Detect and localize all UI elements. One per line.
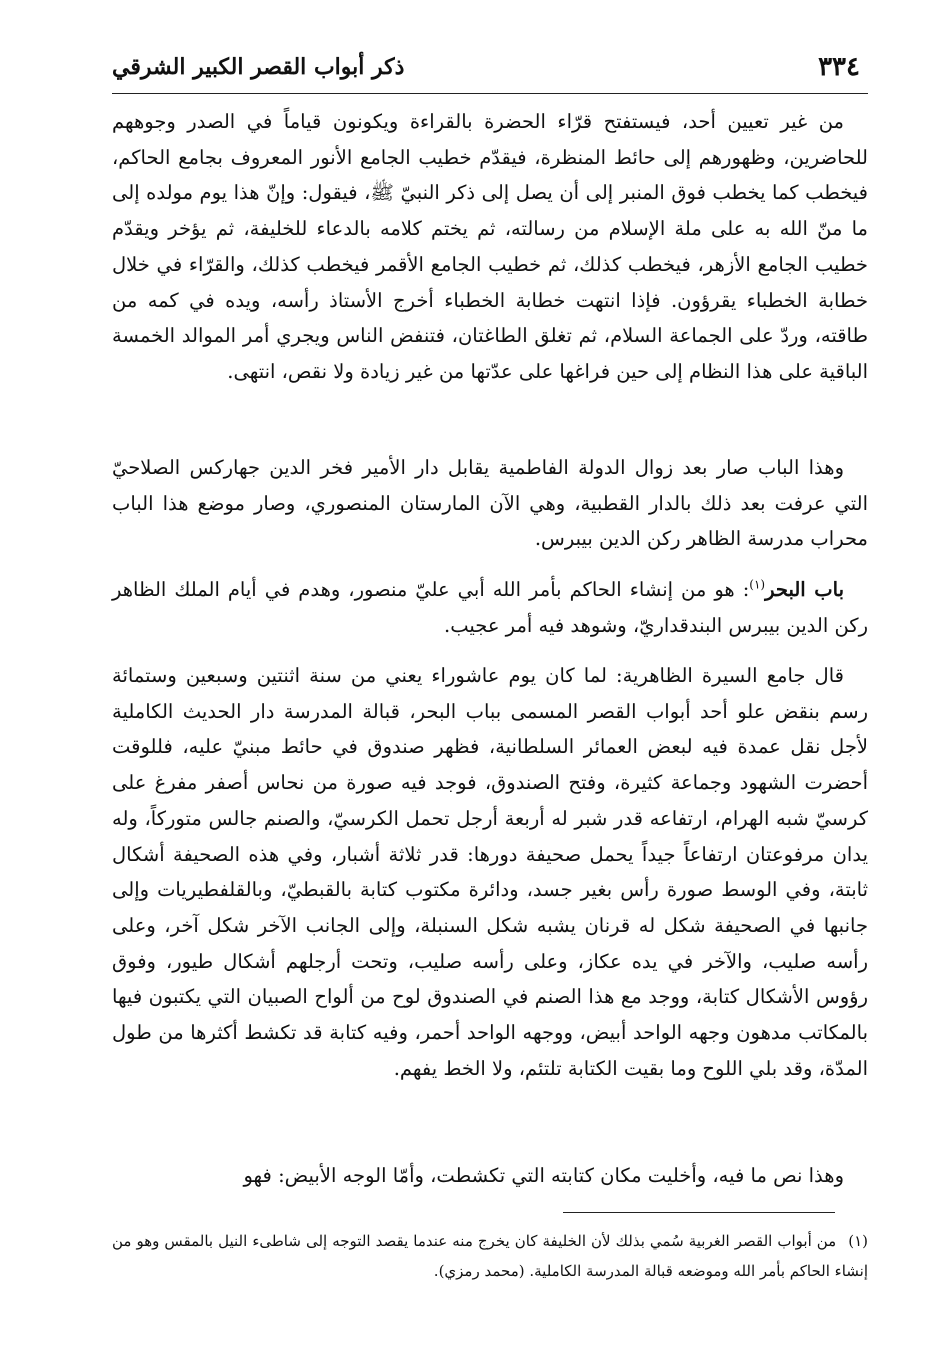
footnote-reference: (١) [749, 577, 766, 592]
paragraph: قال جامع السيرة الظاهرية: لما كان يوم عاشوراء يعني من سنة اثنتين وسبعين وستمائة رسم بنقض علو أحد أبواب القصر المسمى بباب البحر، قبالة المدرسة دار الحديث الكاملية لأجل نقل عمدة فيه لبعض العمائر السلطانية، فظهر صندوق في حائط مبنيّ عليه، فللوقت أحضرت الشهود وجماعة كثيرة، وفتح الصندوق، فوجد فيه صورة من نحاس أصفر مفرغ على كرسيّ شبه الهرام، ارتفاعه قدر شبر له أربعة أرجل تحمل الكرسيّ، والصنم جالس متوركاً، وله يدان مرفوعتان ارتفاعاً جيداً يحمل صحيفة دورها: قدر ثلاثة أشبار، وفي هذه الصحيفة أشكال ثابتة، وفي الوسط صورة رأس بغير جسد، ودائرة مكتوب كتابة بالقبطيّ، وبالقلفطيريات وإلى جانبها في الصحيفة شكل له قرنان يشبه شكل السنبلة، وإلى الجانب الآخر شكل آخر، وعلى رأسه صليب، والآخر في يده عكاز، وعلى رأسه صليب، وتحت أرجلهم أشكال طيور، وفوق رؤوس الأشكال كتابة، ووجد مع هذا الصنم في الصندوق لوح من ألواح الصبيان التي يكتبون فيها بالمكاتب مدهون وجهه الواحد أبيض، ووجهه الواحد أحمر، وفيه كتابة قد تكشط أكثرها من طول المدّة، وقد بلي اللوح وما بقيت الكتابة تلتئم، ولا الخط يفهم. [112, 664, 868, 1080]
page-number: ٣٣٤ [818, 52, 860, 82]
running-title: ذكر أبواب القصر الكبير الشرقي [112, 54, 405, 80]
page-header [112, 42, 868, 94]
paragraph: وهذا نص ما فيه، وأخليت مكان كتابته التي تكشطت، وأمّا الوجه الأبيض: فهو [243, 1164, 844, 1187]
section-term: باب البحر [765, 578, 844, 601]
paragraph: وهذا الباب صار بعد زوال الدولة الفاطمية يقابل دار الأمير فخر الدين جهاركس الصلاحيّ التي عرفت بعد ذلك بالدار القطبية، وهي الآن المارستان المنصوري، وصار موضع هذا الباب محراب مدرسة الظاهر ركن الدين بيبرس. [112, 456, 868, 551]
paragraph [112, 572, 868, 643]
footnote-divider [563, 1212, 835, 1213]
footnote [112, 1226, 868, 1286]
paragraph: من غير تعيين أحد، فيستفتح قرّاء الحضرة بالقراءة ويكونون قياماً في الصدر وجوههم للحاضرين، وظهورهم إلى حائط المنظرة، فيقدّم خطيب الجامع الأنور المعروف بجامع الحاكم، فيخطب كما يخطب فوق المنبر إلى أن يصل إلى ذكر النبيّ ﷺ، فيقول: وإنّ هذا يوم مولده إلى ما منّ الله به على ملة الإسلام من رسالته، ثم يختم كلامه بالدعاء للخليفة، ثم يؤخر ويقدّم خطيب الجامع الأزهر، فيخطب كذلك، ثم خطيب الجامع الأقمر فيخطب كذلك، والقرّاء في خلال خطابة الخطباء يقرؤون. فإذا انتهت خطابة الخطباء أخرج الأستاذ رأسه، ويده في كمه من طاقته، وردّ على الجماعة السلام، ثم تغلق الطاغتان، فتنفض الناس ويجري أمر الموالد الخمسة الباقية على هذا النظام إلى حين فراغها على عدّتها من غير زيادة ولا نقص، انتهى. [112, 110, 869, 383]
footnote-text: من أبواب القصر الغربية سُمي بذلك لأن الخليفة كان يخرج منه عندما يقصد التوجه إلى شاطىء النيل بالمقس وهو من إنشاء الحاكم بأمر الله وموضعه قبالة المدرسة الكاملية. (محمد رمزي). [112, 1232, 868, 1280]
footnote-marker: (١) [848, 1232, 868, 1250]
paragraph-text: : هو من إنشاء الحاكم بأمر الله أبي عليّ منصور، وهدم في أيام الملك الظاهر ركن الدين بيبرس البندقداريّ، وشوهد فيه أمر عجيب. [112, 578, 868, 637]
